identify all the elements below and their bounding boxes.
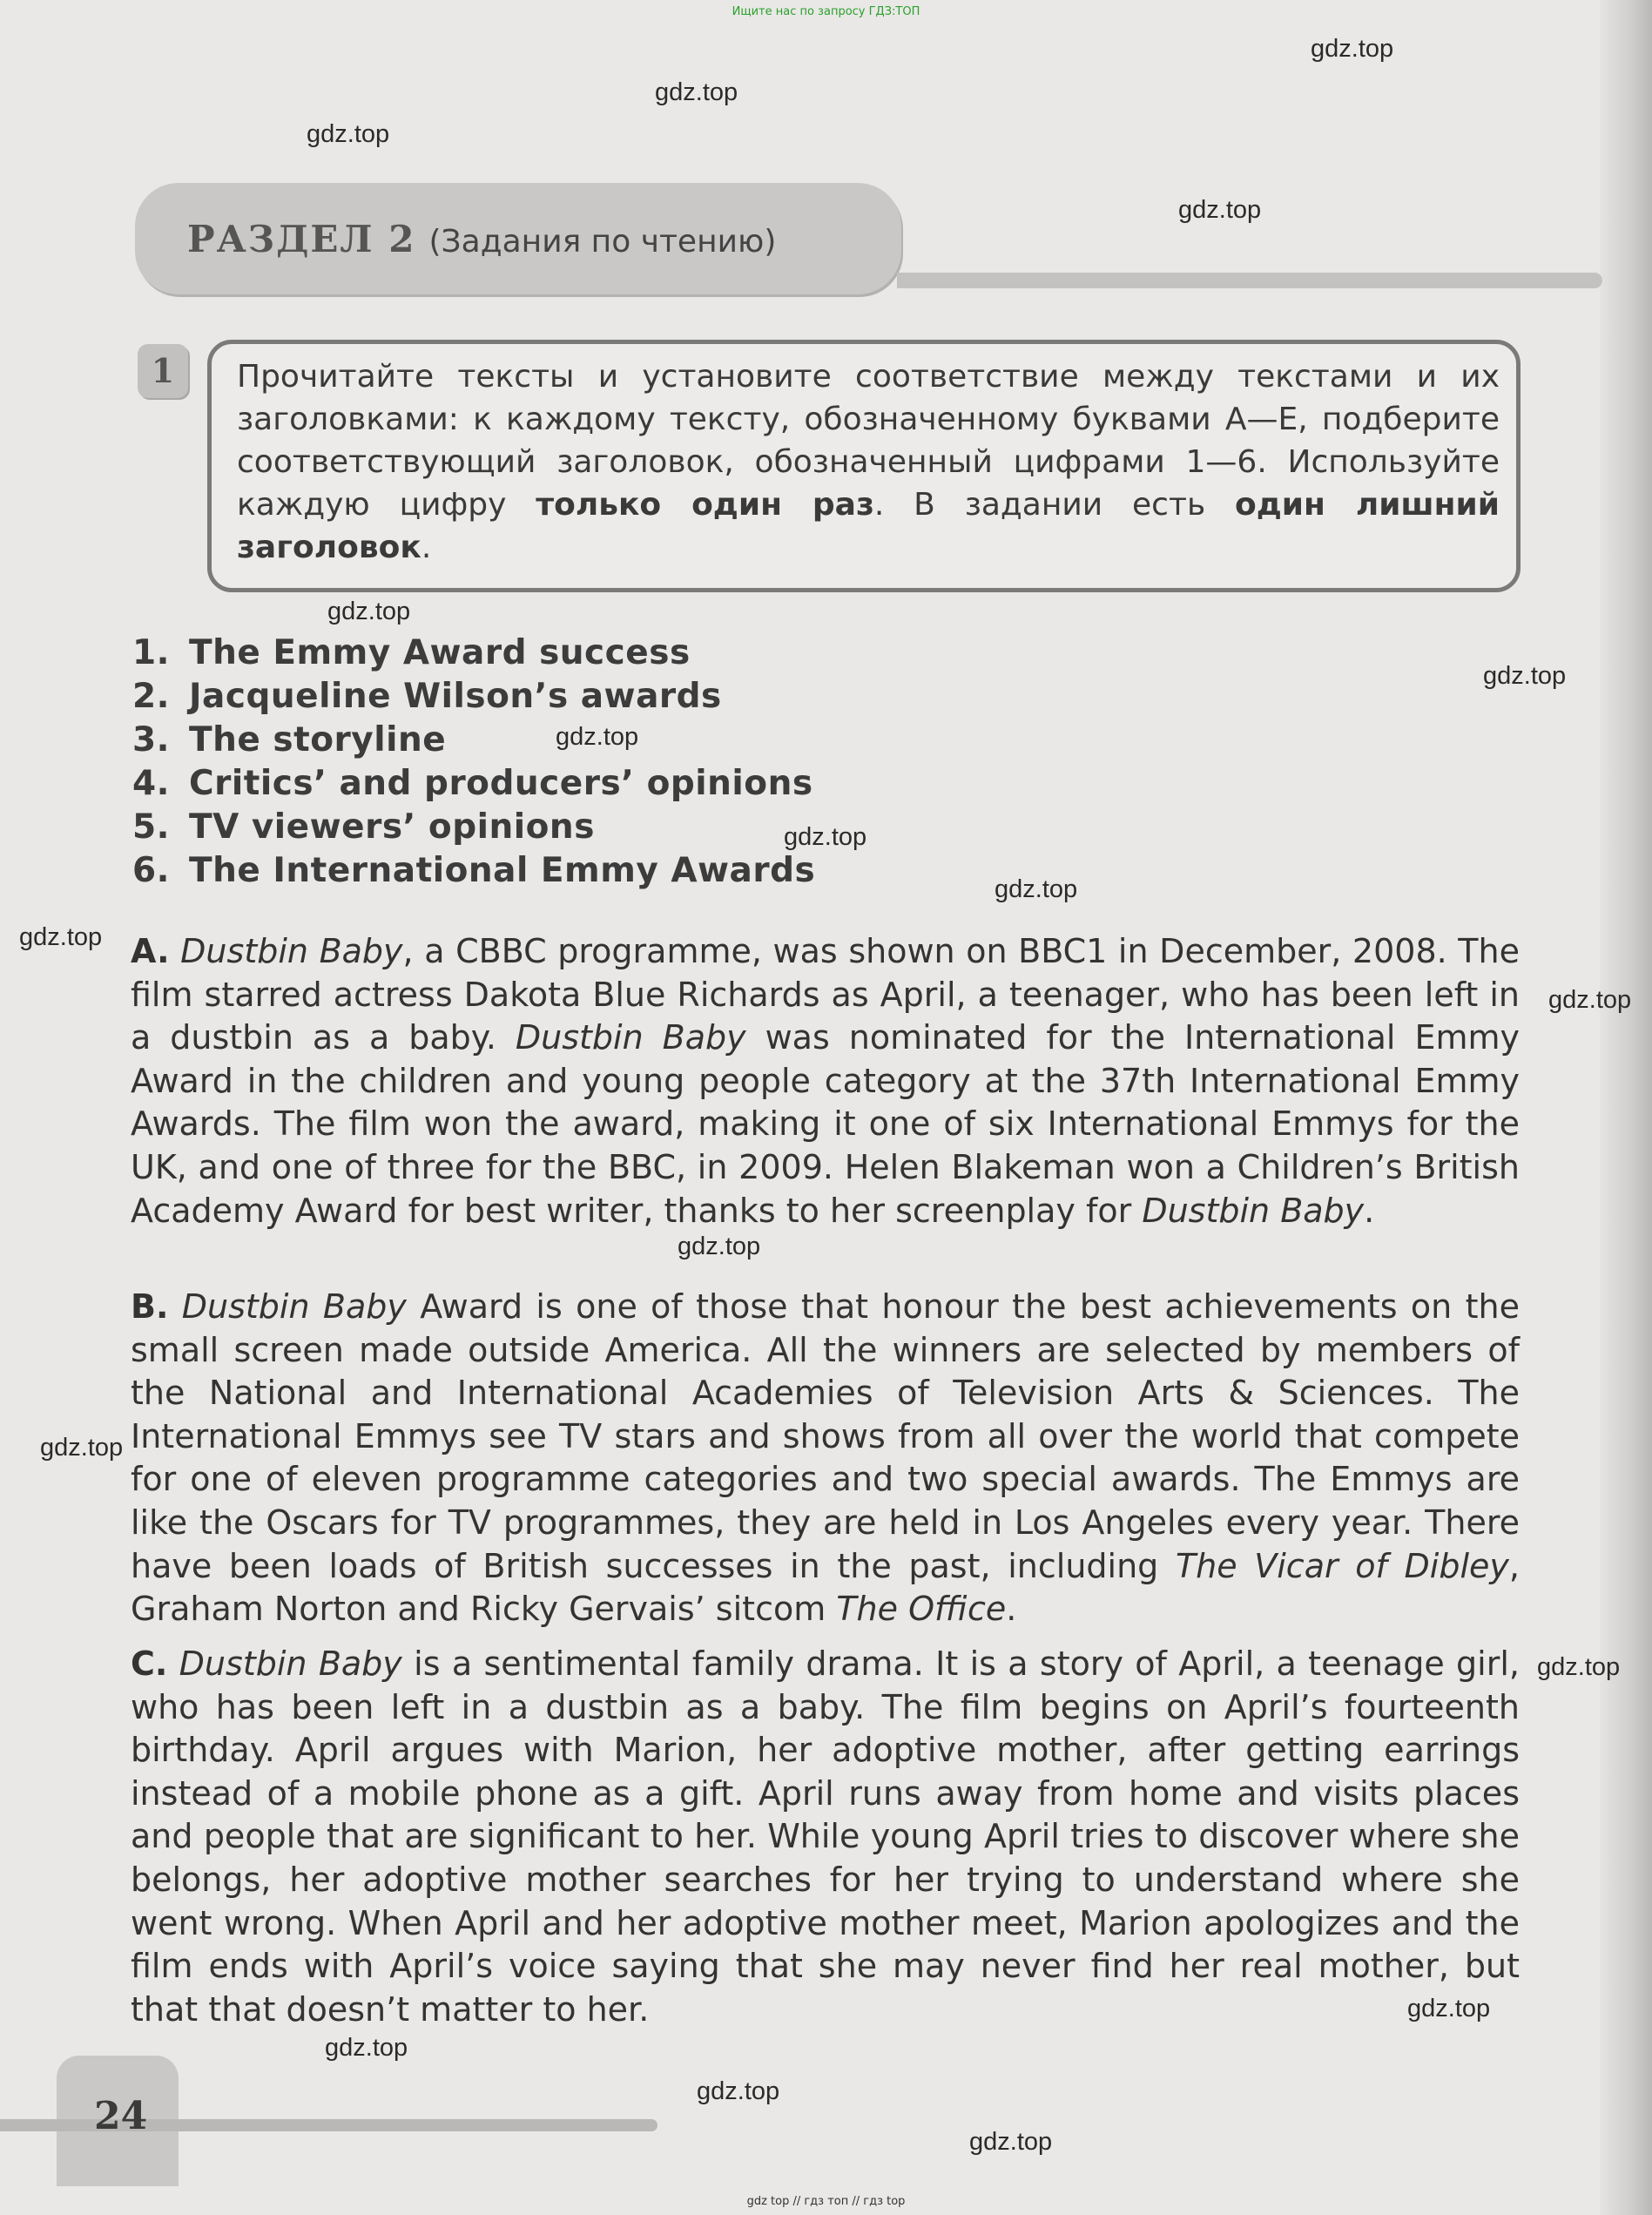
passage-letter: A. xyxy=(131,932,170,970)
watermark: gdz.top xyxy=(40,1434,124,1462)
headings-list xyxy=(132,631,815,893)
instruction-text: . В задании есть xyxy=(873,487,1235,523)
task-instruction xyxy=(237,355,1500,569)
page-number: 24 xyxy=(94,2094,148,2138)
section-header-rule xyxy=(897,273,1602,288)
title-italic: Dustbin Baby xyxy=(179,1644,402,1683)
watermark: gdz.top xyxy=(995,875,1078,903)
heading-number: 4. xyxy=(132,764,170,803)
passage-a xyxy=(131,930,1520,1232)
heading-item xyxy=(132,675,815,719)
bottom-note: gdz top // гдз топ // гдз top xyxy=(746,2195,906,2208)
heading-item xyxy=(132,631,815,675)
instruction-text: . xyxy=(421,530,432,565)
heading-number: 3. xyxy=(132,720,170,760)
title-italic: Dustbin Baby xyxy=(515,1018,746,1057)
heading-text: The storyline xyxy=(189,720,447,760)
heading-number: 1. xyxy=(132,633,170,672)
heading-item xyxy=(132,849,815,893)
heading-text: Critics’ and producers’ opinions xyxy=(189,764,813,803)
watermark: gdz.top xyxy=(1548,986,1632,1014)
watermark: gdz.top xyxy=(19,923,103,951)
watermark: gdz.top xyxy=(969,2128,1053,2156)
section-subtitle: (Задания по чтению) xyxy=(428,224,777,260)
watermark: gdz.top xyxy=(556,723,639,751)
passage-text: , a CBBC programme, was shown on BBC1 in December, 2008. The film starred actress Dakota Blue Richards as April, a teenager, who has been left in a dustbin as a baby. xyxy=(131,932,1520,1057)
passage-text: . xyxy=(1364,1191,1375,1230)
passage-letter: C. xyxy=(131,1644,168,1683)
top-search-note: Ищите нас по запросу ГДЗ:ТОП xyxy=(732,5,920,18)
watermark: gdz.top xyxy=(1407,1995,1491,2023)
heading-item xyxy=(132,806,815,849)
heading-item xyxy=(132,719,815,762)
title-italic: Dustbin Baby xyxy=(181,1287,407,1326)
watermark: gdz.top xyxy=(1311,35,1394,63)
instruction-emphasis: один лишний заголовок xyxy=(237,487,1500,565)
title-italic: Dustbin Baby xyxy=(1142,1191,1365,1230)
title-italic: The Office xyxy=(836,1590,1007,1629)
heading-text: Jacqueline Wilson’s awards xyxy=(189,677,722,716)
watermark: gdz.top xyxy=(325,2034,408,2062)
title-italic: Dustbin Baby xyxy=(180,932,403,970)
section-title xyxy=(187,218,776,260)
watermark: gdz.top xyxy=(697,2077,780,2105)
title-italic: The Vicar of Dibley xyxy=(1175,1546,1509,1585)
passage-text: was nominated for the International Emmy Award in the children and young people category at the 37th International Emmy Awards. The film won the award, making it one of six International Emmys for the UK, and one of three for the BBC, in 2009. Helen Blakeman won a Children’s British Academy Award for best writer, thanks to her screenplay for xyxy=(131,1018,1520,1230)
passage-c xyxy=(131,1643,1520,2031)
passage-text: . xyxy=(1006,1590,1017,1629)
watermark: gdz.top xyxy=(327,598,411,625)
watermark: gdz.top xyxy=(1537,1653,1621,1681)
passage-letter: B. xyxy=(131,1287,169,1326)
heading-number: 5. xyxy=(132,807,170,847)
watermark: gdz.top xyxy=(784,823,867,851)
heading-text: The Emmy Award success xyxy=(189,633,691,672)
heading-number: 6. xyxy=(132,851,170,890)
heading-text: The International Emmy Awards xyxy=(189,851,816,890)
passage-text: , Graham Norton and Ricky Gervais’ sitcom xyxy=(131,1546,1520,1629)
watermark: gdz.top xyxy=(1178,196,1262,224)
heading-number: 2. xyxy=(132,677,170,716)
watermark: gdz.top xyxy=(307,120,390,148)
watermark: gdz.top xyxy=(678,1232,761,1260)
passage-text: is a sentimental family drama. It is a story of April, a teenage girl, who has been left in a dustbin as a baby. The film begins on April’s fourteenth birthday. April argues with Marion, her adoptive mother, after getting earrings instead of a mobile phone as a gift. April runs away from home and visits places and people that are significant to her. While young April tries to discover where she belongs, her adoptive mother searches for her trying to understand where she went wrong. When April and her adoptive mother meet, Marion apologizes and the film ends with April’s voice saying that she may never find her real mother, but that that doesn’t matter to her. xyxy=(131,1644,1520,2029)
section-title-label: РАЗДЕЛ 2 xyxy=(187,218,416,260)
task-number: 1 xyxy=(138,344,188,398)
heading-item xyxy=(132,762,815,806)
passage-b xyxy=(131,1286,1520,1631)
watermark: gdz.top xyxy=(655,78,738,106)
heading-text: TV viewers’ opinions xyxy=(189,807,595,847)
page-edge-shadow xyxy=(1600,0,1652,2215)
watermark: gdz.top xyxy=(1483,662,1567,690)
passage-text: Award is one of those that honour the best achievements on the small screen made outside America. All the winners are selected by members of the National and International Academies of Television Arts & Sciences. The International Emmys see TV stars and shows from all over the world that compete for one of eleven programme categories and two special awards. The Emmys are like the Oscars for TV programmes, they are held in Los Angeles every year. There have been loads of British successes in the past, including xyxy=(131,1287,1520,1585)
instruction-emphasis: только один раз xyxy=(536,487,874,523)
instruction-text: Прочитайте тексты и установите соответствие между текстами и их заголовками: к каждому тексту, обозначенному буквами А—Е, подберите соответствующий заголовок, обозначенный цифрами 1—6. Используйте каждую цифру xyxy=(237,359,1500,523)
